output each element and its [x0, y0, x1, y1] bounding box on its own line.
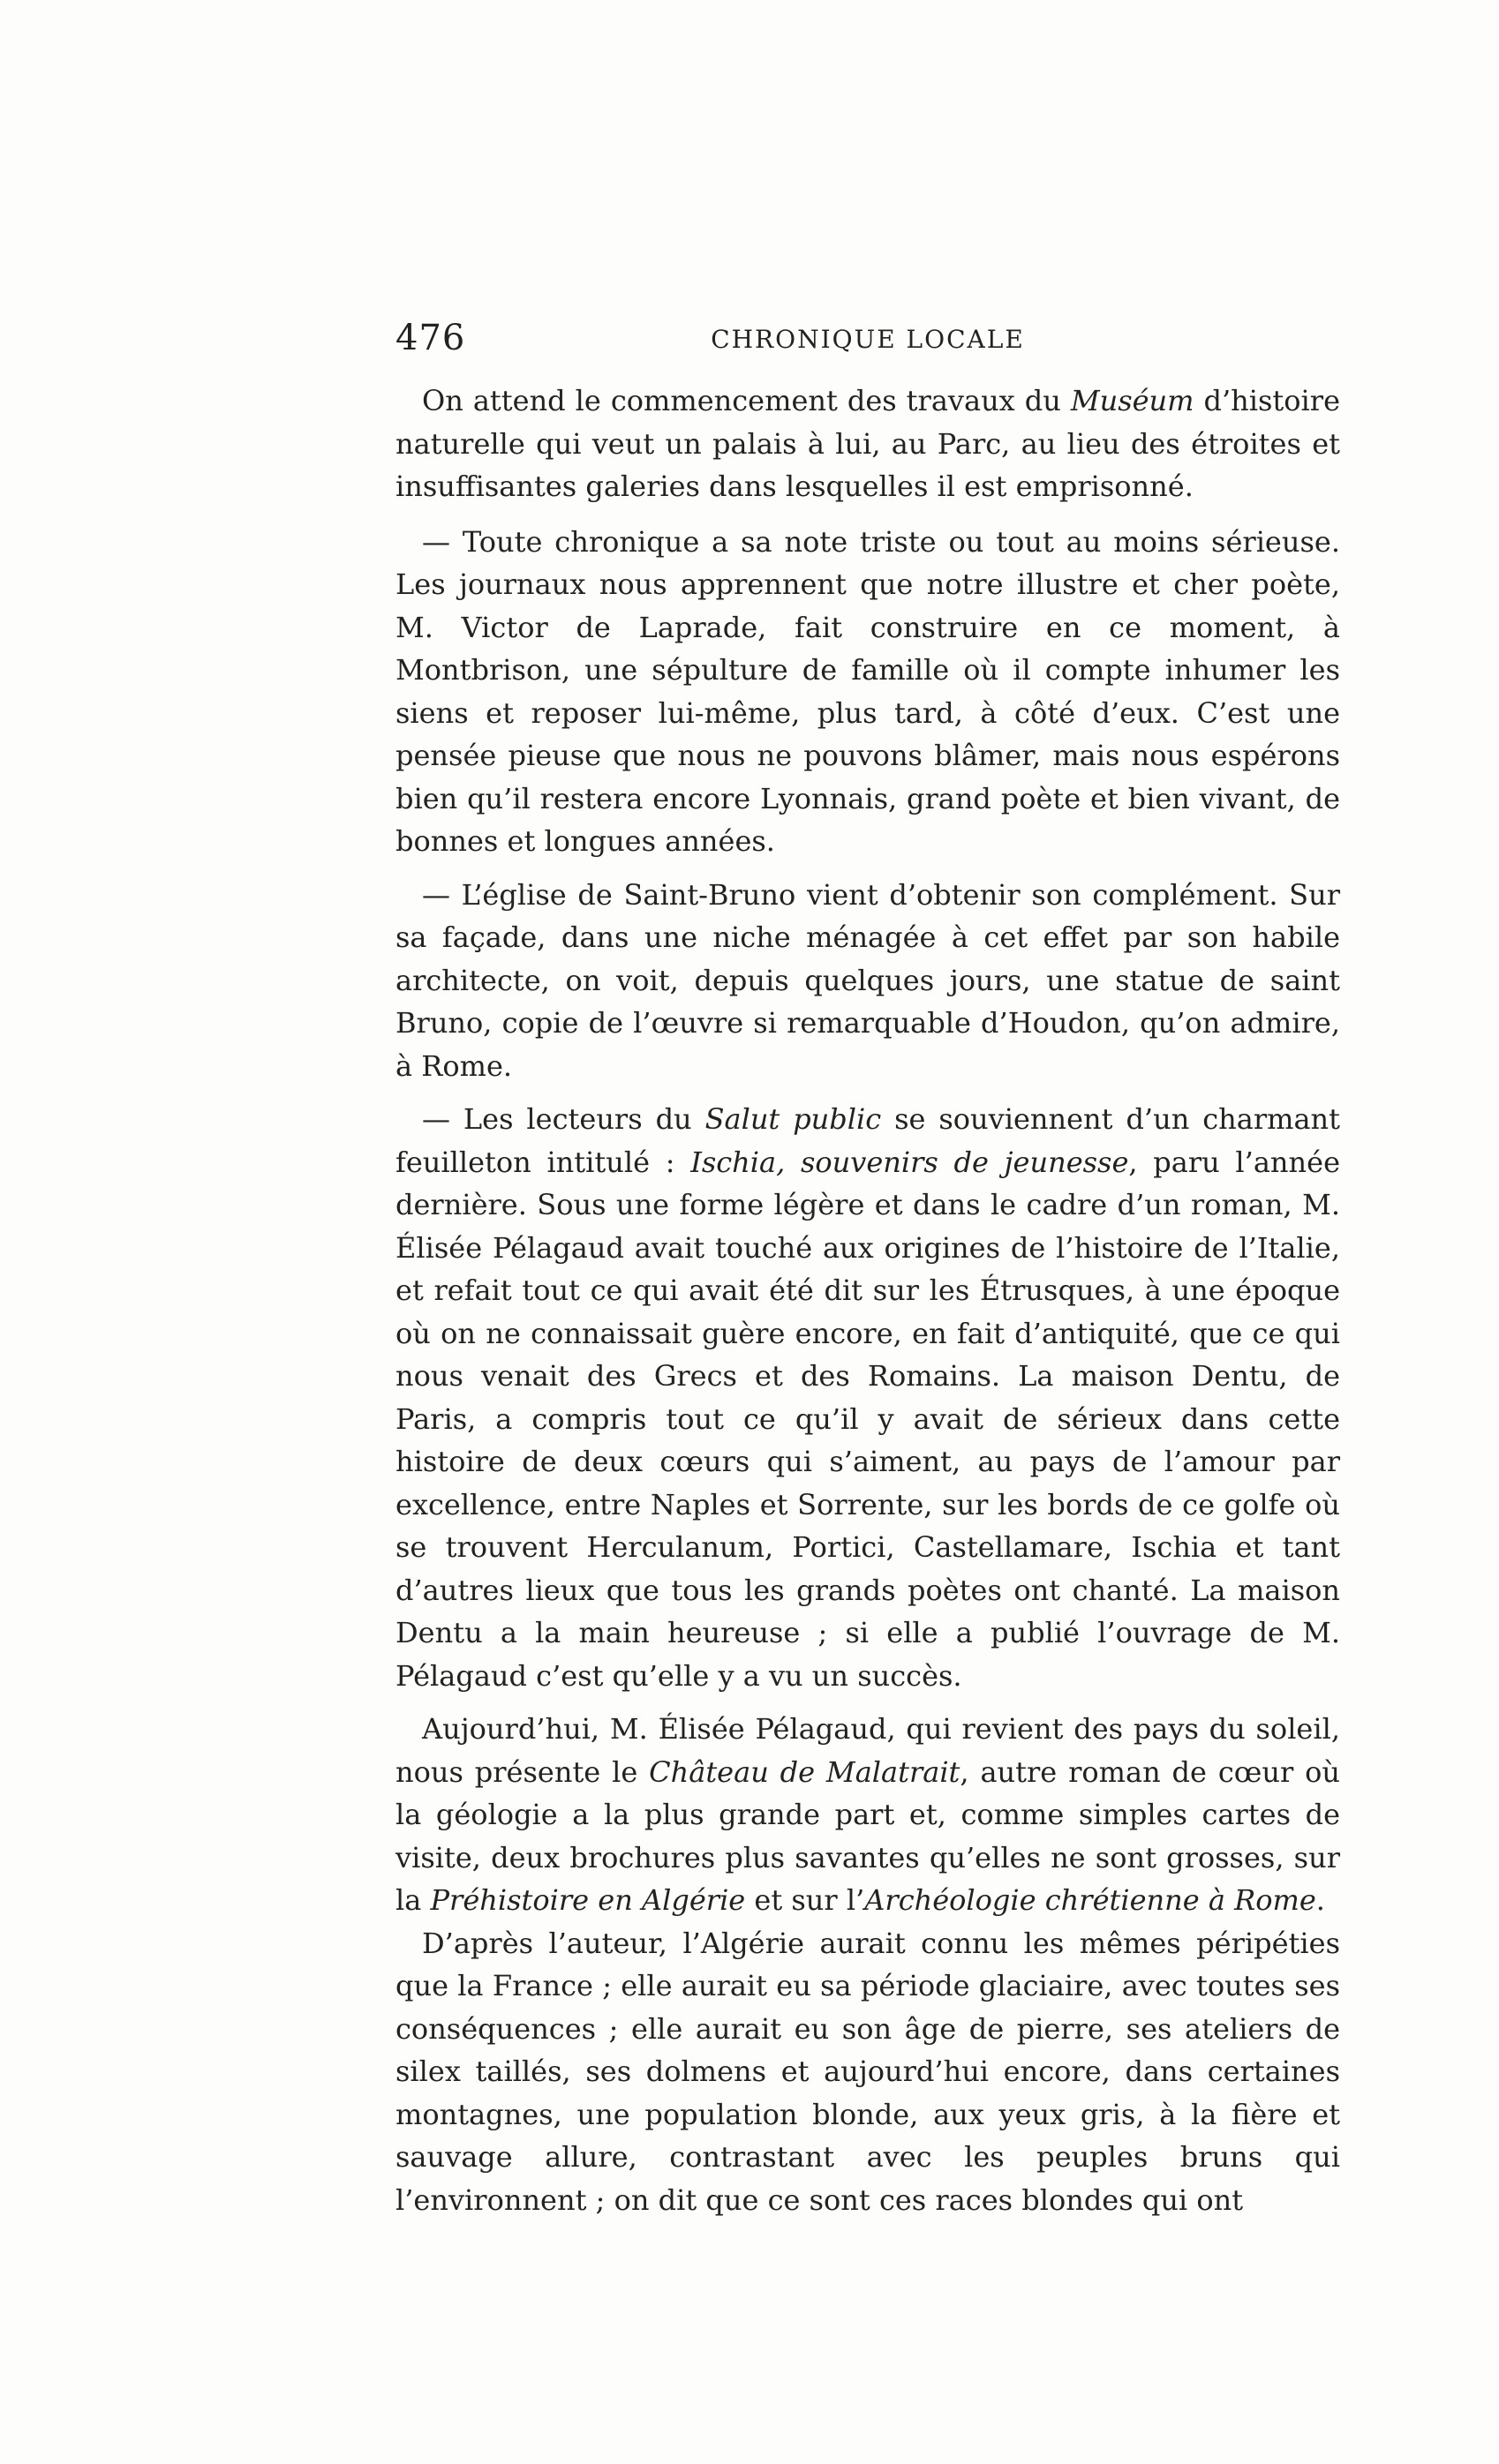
page-header	[395, 318, 1340, 371]
page-number: 476	[395, 318, 466, 358]
paragraph	[395, 874, 1340, 1088]
paragraph	[395, 521, 1340, 863]
text-run: se souviennent d’un charmant feuilleton intitulé :	[395, 1102, 1341, 1179]
page	[395, 318, 1340, 2221]
text-run: Aujourd’hui, M. Élisée Pélagaud, qui revient des pays du soleil, nous présente le	[395, 1712, 1340, 1789]
text-run: , autre roman de cœur où la géologie a la plus grande part et, comme simples cartes de visite, deux brochures plus savantes qu’elles ne sont grosses, sur la	[395, 1754, 1341, 1917]
paragraph	[395, 379, 1340, 508]
running-title: CHRONIQUE LOCALE	[711, 325, 1025, 354]
text-run: — L’église de Saint-Bruno vient d’obtenir son complément. Sur sa façade, dans une niche ménagée à cet effet par son habile architecte, on voit, depuis quelques jours, une statue de saint Bruno, copie de l’œuvre si remarquable d’Houdon, qu’on admire, à Rome.	[395, 877, 1340, 1083]
text-run: On attend le commencement des travaux du	[422, 384, 1071, 417]
text-run: d’histoire naturelle qui veut un palais à lui, au Parc, au lieu des étroites et insuffisantes galeries dans lesquelles il est emprisonné.	[395, 384, 1341, 503]
paragraph	[395, 1708, 1340, 1922]
text-run: D’après l’auteur, l’Algérie aurait connu les mêmes péripéties que la France ; elle aurait eu sa période glaciaire, avec toutes ses conséquences ; elle aurait eu son âge de pierre, ses ateliers de silex taillés, ses dolmens et aujourd’hui encore, dans certaines montagnes, une population blonde, aux yeux gris, à la fière et sauvage allure, contrastant avec les peuples bruns qui l’environnent ; on dit que ce sont ces races blondes qui ont	[395, 1926, 1340, 2217]
italic-text: Salut public	[704, 1102, 882, 1136]
text-run: et sur l’	[745, 1883, 865, 1917]
italic-text: Préhistoire en Algérie	[430, 1883, 746, 1917]
text-run: — Toute chronique a sa note triste ou tout au moins sérieuse. Les journaux nous apprennent que notre illustre et cher poète, M. Victor de Laprade, fait construire en ce moment, à Montbrison, une sépulture de famille où il compte inhumer les siens et reposer lui-même, plus tard, à côté d’eux. C’est une pensée pieuse que nous ne pouvons blâmer, mais nous espérons bien qu’il restera encore Lyonnais, grand poète et bien vivant, de bonnes et longues années.	[395, 524, 1340, 858]
body-text	[395, 379, 1340, 2221]
paragraph	[395, 1922, 1340, 2222]
italic-text: Château de Malatrait	[649, 1754, 960, 1789]
italic-text: Archéologie chrétienne à Rome	[864, 1883, 1316, 1917]
italic-text: Muséum	[1070, 384, 1194, 417]
text-run: — Les lecteurs du	[422, 1102, 705, 1136]
italic-text: Ischia, souvenirs de jeunesse	[690, 1145, 1129, 1179]
text-run: .	[1315, 1883, 1325, 1917]
paragraph	[395, 1098, 1340, 1697]
text-run: , paru l’année dernière. Sous une forme légère et dans le cadre d’un roman, M. Élisée Pélagaud avait touché aux origines de l’histoire de l’Italie, et refait tout ce qui avait été dit sur les Étrusques, à une époque où on ne connaissait guère encore, en fait d’antiquité, que ce qui nous venait des Grecs et des Romains. La maison Dentu, de Paris, a compris tout ce qu’il y avait de sérieux dans cette histoire de deux cœurs qui s’aiment, au pays de l’amour par excellence, entre Naples et Sorrente, sur les bords de ce golfe où se trouvent Herculanum, Portici, Castellamare, Ischia et tant d’autres lieux que tous les grands poètes ont chanté. La maison Dentu a la main heureuse ; si elle a publié l’ouvrage de M. Pélagaud c’est qu’elle y a vu un succès.	[395, 1145, 1341, 1693]
